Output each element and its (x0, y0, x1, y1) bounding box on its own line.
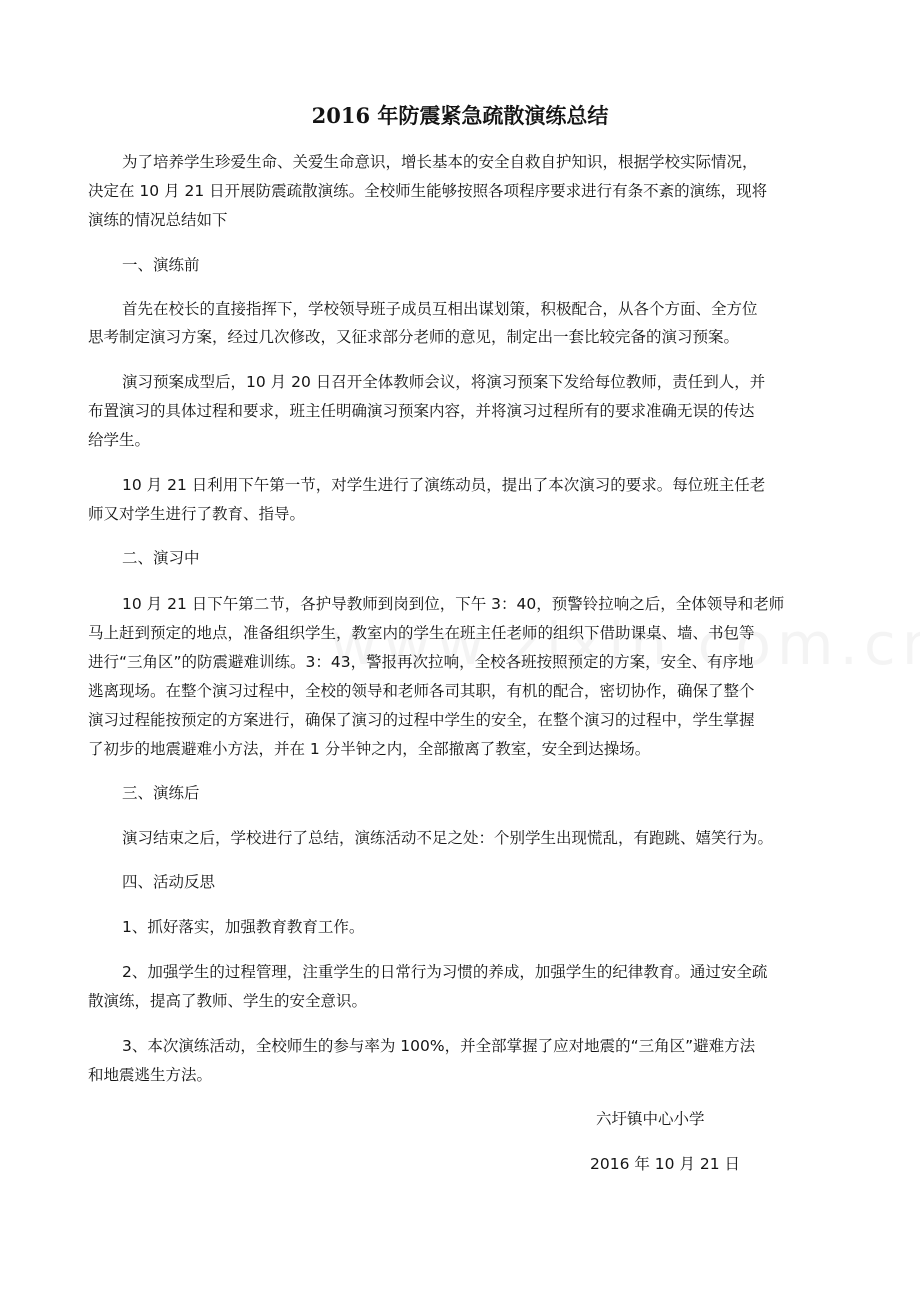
reflection-item: 3、本次演练活动，全校师生的参与率为 100%，并全部掌握了应对地震的“三角区”避难方法 (122, 1037, 756, 1055)
reflection-item: 和地震逃生方法。 (88, 1066, 213, 1084)
paragraph-line: 演习预案成型后，10 月 20 日召开全体教师会议，将演习预案下发给每位教师，责任到人，并 (122, 373, 766, 391)
section-heading-before: 一、演练前 (122, 256, 200, 274)
intro-line: 决定在 10 月 21 日开展防震疏散演练。全校师生能够按照各项程序要求进行有条不紊的演练，现将 (88, 182, 768, 200)
paragraph-line: 10 月 21 日利用下午第一节，对学生进行了演练动员，提出了本次演习的要求。每位班主任老 (122, 476, 766, 494)
paragraph-line: 进行“三角区”的防震避难训练。3：43，警报再次拉响，全校各班按照预定的方案，安全、有序地 (88, 653, 754, 671)
signature-org: 六圩镇中心小学 (596, 1110, 705, 1128)
paragraph-line: 首先在校长的直接指挥下，学校领导班子成员互相出谋划策，积极配合，从各个方面、全方位 (122, 300, 758, 318)
reflection-item: 1、抓好落实，加强教育教育工作。 (122, 918, 365, 936)
paragraph-line: 演习结束之后，学校进行了总结，演练活动不足之处：个别学生出现慌乱，有跑跳、嬉笑行为。 (122, 829, 774, 847)
paragraph-line: 了初步的地震避难小方法，并在 1 分半钟之内，全部撤离了教室，安全到达操场。 (88, 740, 651, 758)
paragraph-line: 给学生。 (88, 431, 151, 449)
paragraph-line: 逃离现场。在整个演习过程中，全校的领导和老师各司其职，有机的配合，密切协作，确保了整个 (88, 682, 755, 700)
paragraph-line: 师又对学生进行了教育、指导。 (88, 505, 306, 523)
reflection-item: 2、加强学生的过程管理，注重学生的日常行为习惯的养成，加强学生的纪律教育。通过安全疏 (122, 963, 768, 981)
paragraph-line: 演习过程能按预定的方案进行，确保了演习的过程中学生的安全，在整个演习的过程中，学生掌握 (88, 711, 755, 729)
paragraph-line: 布置演习的具体过程和要求，班主任明确演习预案内容，并将演习过程所有的要求准确无误的传达 (88, 402, 755, 420)
section-heading-during: 二、演习中 (122, 549, 200, 567)
document-title: 2016 年防震紧急疏散演练总结 (311, 103, 609, 128)
intro-line: 演练的情况总结如下 (88, 211, 228, 229)
section-heading-after: 三、演练后 (122, 784, 200, 802)
reflection-item: 散演练，提高了教师、学生的安全意识。 (88, 992, 368, 1010)
signature-date: 2016 年 10 月 21 日 (590, 1155, 741, 1173)
paragraph-line: 10 月 21 日下午第二节，各护导教师到岗到位，下午 3：40，预警铃拉响之后，全体领导和老师 (122, 595, 785, 613)
intro-line: 为了培养学生珍爱生命、关爱生命意识，增长基本的安全自救自护知识，根据学校实际情况， (122, 153, 758, 171)
paragraph-line: 马上赶到预定的地点，准备组织学生，教室内的学生在班主任老师的组织下借助课桌、墙、书包等 (88, 624, 755, 642)
section-heading-reflection: 四、活动反思 (122, 873, 216, 891)
paragraph-line: 思考制定演习方案，经过几次修改，又征求部分老师的意见，制定出一套比较完备的演习预案。 (88, 328, 740, 346)
